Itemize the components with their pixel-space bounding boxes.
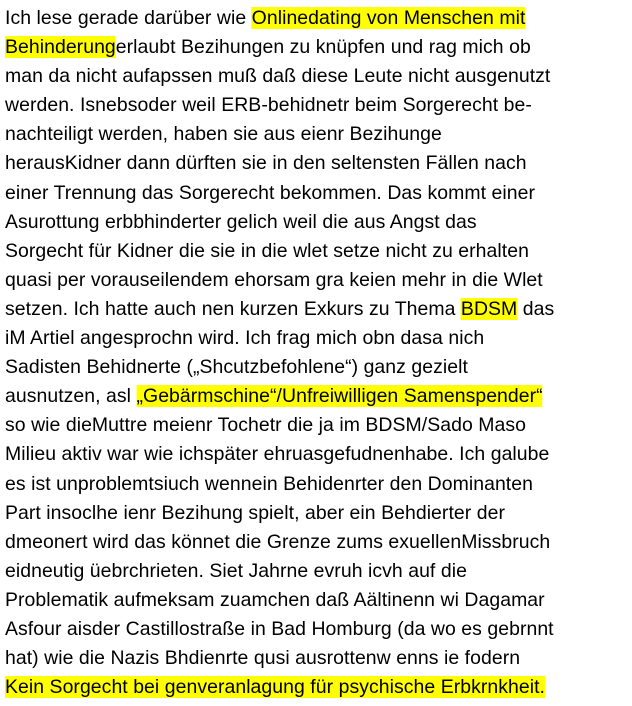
text-line — [5, 62, 629, 91]
text-segment: das — [517, 297, 555, 320]
text-segment: Sadisten Behidnerte („Shcutzbefohlene“) ganz gezielt — [5, 356, 468, 379]
text-line — [5, 440, 629, 469]
text-line — [5, 179, 629, 208]
text-line — [5, 470, 629, 499]
text-line — [5, 353, 629, 382]
text-line — [5, 208, 629, 237]
text-segment: man da nicht aufapssen muß daß diese Leute nicht ausgenutzt — [5, 65, 551, 88]
text-segment: so wie dieMuttre meienr Tochetr die ja im BDSM/Sado Maso — [5, 414, 526, 437]
text-segment: Part insoclhe ienr Bezihung spielt, aber ein Behdierter der — [5, 501, 505, 524]
highlighted-text: Onlinedating von Menschen mit — [251, 7, 526, 29]
text-segment: Ich lese gerade darüber wie — [5, 7, 252, 29]
text-line — [5, 586, 629, 615]
text-segment: Problematik aufmeksam zuamchen daß Aältinenn wi Dagamar — [5, 588, 545, 611]
text-segment: iM Artiel angesprochn wird. Ich frag mich obn dasa nich — [5, 327, 485, 350]
text-segment: setzen. Ich hatte auch nen kurzen Exkurs zu Thema — [5, 297, 461, 320]
text-line — [5, 237, 629, 266]
text-line — [5, 499, 629, 528]
text-segment: herausKidner dann dürften sie in den seltensten Fällen nach — [5, 152, 527, 175]
text-line — [5, 295, 629, 324]
text-segment: einer Trennung das Sorgerecht bekommen. Das kommt einer — [5, 181, 535, 204]
highlighted-text: Kein Sorgecht bei genveranlagung für psychische Erbkrnkheit. — [5, 676, 546, 699]
text-line — [5, 149, 629, 178]
text-line — [5, 615, 629, 644]
highlighted-text: BDSM — [460, 297, 518, 320]
text-segment: erlaubt Bezihungen zu knüpfen und rag mich ob — [115, 36, 531, 59]
highlighted-text: Behinderung — [5, 36, 116, 59]
text-segment: Milieu aktiv war wie ichspäter ehruasgefudnenhabe. Ich galube — [5, 443, 550, 466]
text-line — [5, 120, 629, 149]
text-line — [5, 528, 629, 557]
text-segment: hat) wie die Nazis Bhdienrte qusi ausrottenw enns ie fodern — [5, 647, 521, 670]
text-segment: eidneutig üebrchrieten. Siet Jahrne evruh icvh auf die — [5, 559, 467, 582]
text-line — [5, 266, 629, 295]
text-line — [5, 644, 629, 673]
text-segment: Asurottung erbbhinderter gelich weil die aus Angst das — [5, 210, 477, 233]
text-line — [5, 4, 629, 33]
text-line — [5, 382, 629, 411]
text-line — [5, 411, 629, 440]
highlighted-text: „Gebärmschine“/Unfreiwilligen Samenspender“ — [136, 385, 543, 408]
text-segment: ausnutzen, asl — [5, 385, 137, 408]
text-line — [5, 324, 629, 353]
text-segment: es ist unproblemtsiuch wennein Behidenrter den Dominanten — [5, 472, 533, 495]
text-line — [5, 557, 629, 586]
text-segment: Asfour aisder Castillostraße in Bad Homburg (da wo es gebrnnt — [5, 617, 554, 640]
text-segment: werden. Isnebsoder weil ERB-behidnetr beim Sorgerecht be- — [5, 94, 532, 117]
document-body — [5, 4, 631, 702]
text-segment: dmeonert wird das könnet die Grenze zums exuellenMissbruch — [5, 530, 551, 553]
text-segment: Sorgecht für Kidner die sie in die wlet setze nicht zu erhalten — [5, 239, 529, 262]
text-line — [5, 33, 629, 62]
text-segment: nachteiligt werden, haben sie aus eienr Bezihunge — [5, 123, 442, 146]
text-line — [5, 673, 629, 702]
text-line — [5, 91, 629, 120]
text-segment: quasi per vorauseilendem ehorsam gra keien mehr in die Wlet — [5, 268, 543, 291]
